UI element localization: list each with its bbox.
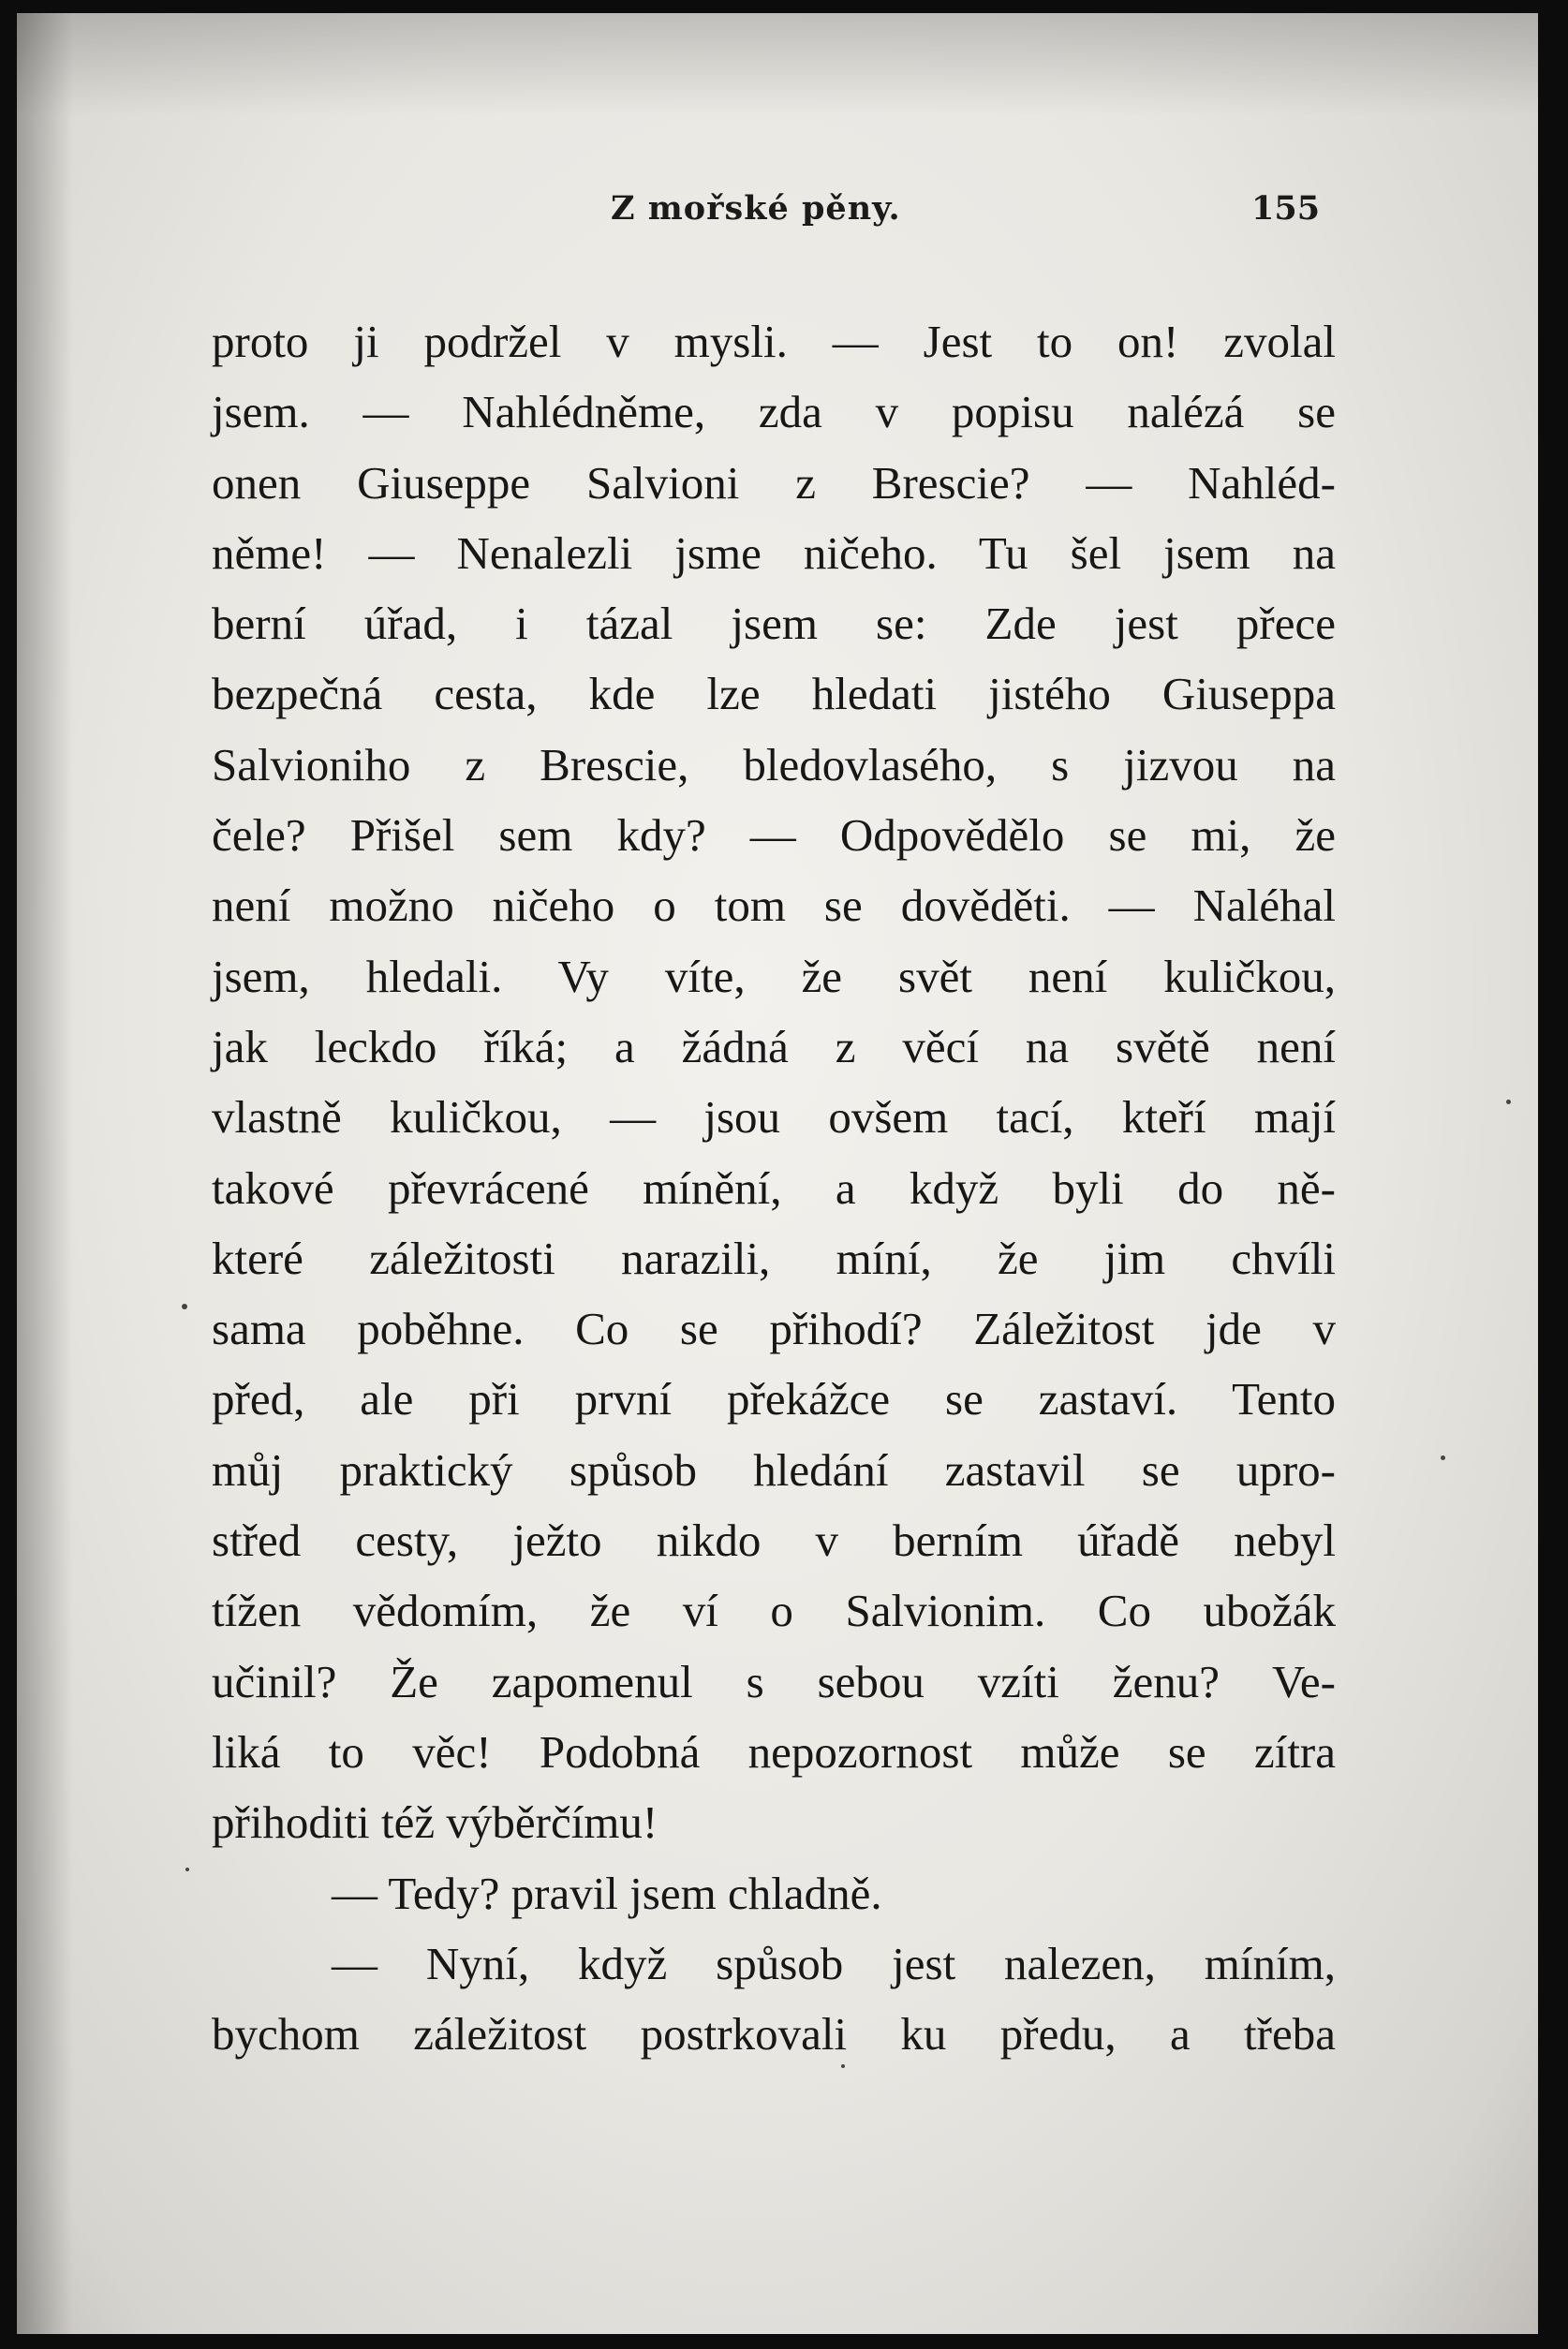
text-line: liká to věc! Podobná nepozornost může se zítra bbox=[212, 1725, 1336, 1778]
paper-speck bbox=[185, 1868, 189, 1871]
text-line: tížen vědomím, že ví o Salvionim. Co ubožák bbox=[212, 1585, 1336, 1637]
body-text bbox=[212, 306, 1336, 2069]
text-line: něme! — Nenalezli jsme ničeho. Tu šel jsem na bbox=[212, 526, 1336, 579]
text-line: — Nyní, když spůsob jest nalezen, míním, bbox=[332, 1937, 1336, 1989]
paper-speck bbox=[841, 2064, 845, 2068]
text-line: bychom záležitost postrkovali ku předu, a třeba bbox=[212, 2008, 1336, 2061]
text-line: berní úřad, i tázal jsem se: Zde jest přece bbox=[212, 598, 1336, 650]
text-line: proto ji podržel v mysli. — Jest to on! zvolal bbox=[212, 316, 1336, 367]
text-line: které záležitosti narazili, míní, že jim chvíli bbox=[212, 1232, 1336, 1284]
text-line: učinil? Že zapomenul s sebou vzíti ženu? Ve- bbox=[212, 1655, 1336, 1707]
book-page bbox=[17, 13, 1538, 2334]
page-header bbox=[17, 189, 1538, 245]
text-line: není možno ničeho o tom se dověděti. — Naléhal bbox=[212, 879, 1336, 932]
text-line: — Tedy? pravil jsem chladně. bbox=[332, 1867, 882, 1919]
text-line: můj praktický spůsob hledání zastavil se upro- bbox=[212, 1443, 1336, 1496]
text-line: střed cesty, ježto nikdo v berním úřadě nebyl bbox=[212, 1514, 1336, 1567]
text-line: jak leckdo říká; a žádná z věcí na světě není bbox=[212, 1020, 1336, 1072]
text-line: vlastně kuličkou, — jsou ovšem tací, kteří mají bbox=[212, 1091, 1336, 1144]
text-line: přihoditi též výběrčímu! bbox=[212, 1796, 658, 1849]
text-line: Salvioniho z Brescie, bledovlasého, s jizvou na bbox=[212, 738, 1336, 790]
top-edge-shadow bbox=[17, 13, 1538, 116]
running-title: Z mořské pěny. bbox=[611, 189, 901, 228]
text-line: onen Giuseppe Salvioni z Brescie? — Nahléd- bbox=[212, 456, 1336, 509]
text-line: jsem. — Nahlédněme, zda v popisu nalézá se bbox=[212, 386, 1336, 438]
paper-speck bbox=[1441, 1455, 1445, 1460]
text-line: jsem, hledali. Vy víte, že svět není kuličkou, bbox=[212, 950, 1336, 1002]
paper-speck bbox=[182, 1304, 187, 1309]
paper-speck bbox=[1506, 1100, 1511, 1104]
binding-shadow bbox=[17, 13, 73, 2334]
text-line: takové převrácené mínění, a když byli do ně- bbox=[212, 1161, 1336, 1214]
page-number: 155 bbox=[1251, 189, 1321, 228]
text-line: bezpečná cesta, kde lze hledati jistého Giuseppa bbox=[212, 668, 1336, 720]
text-line: čele? Přišel sem kdy? — Odpovědělo se mi, že bbox=[212, 809, 1336, 862]
text-line: před, ale při první překážce se zastaví. Tento bbox=[212, 1373, 1336, 1426]
text-line: sama poběhne. Co se přihodí? Záležitost jde v bbox=[212, 1303, 1336, 1355]
